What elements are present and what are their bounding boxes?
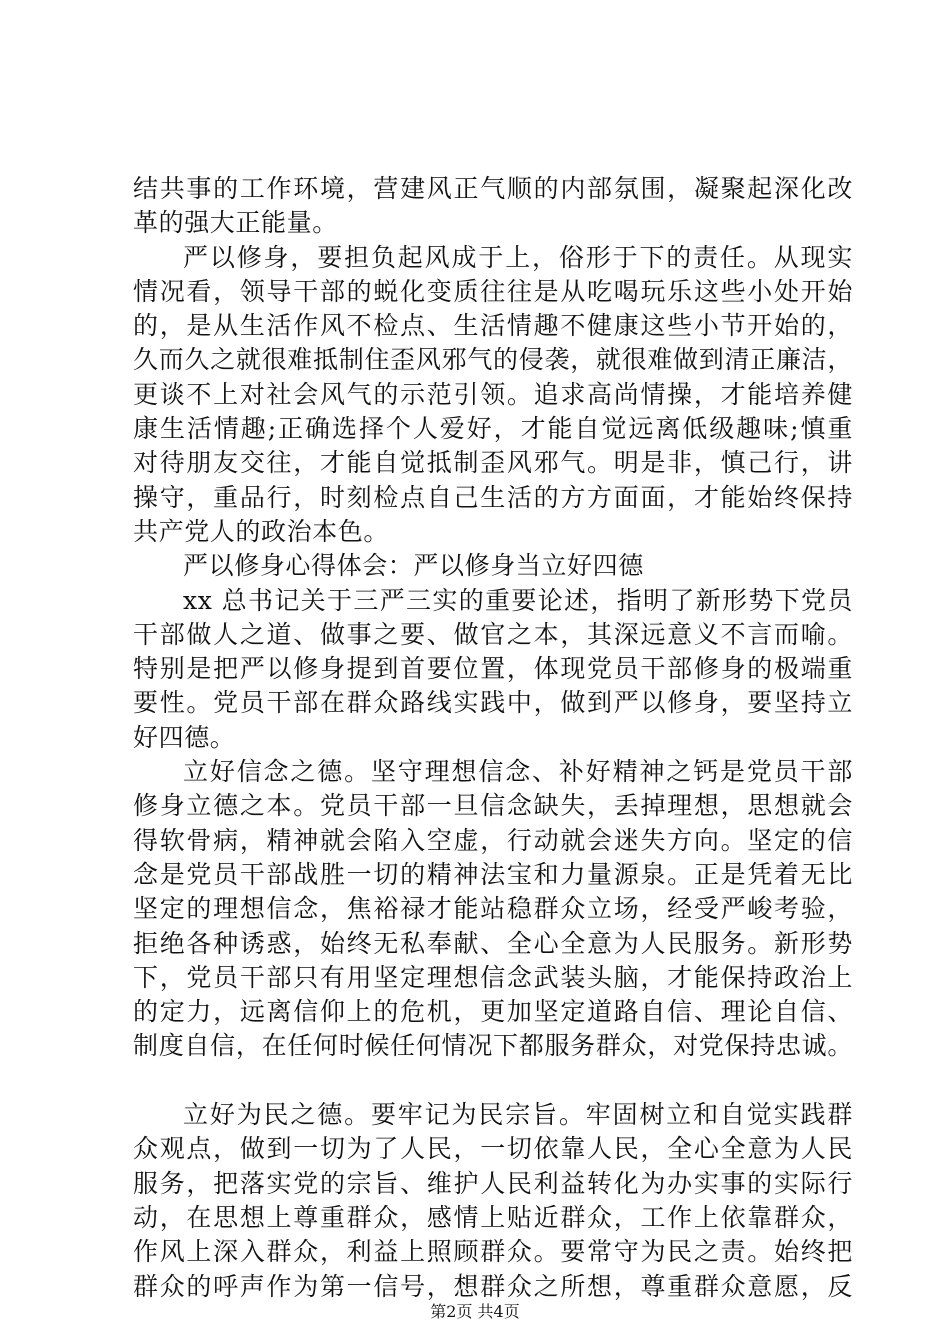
text-line: 对待朋友交往，才能自觉抵制歪风邪气。明是非，慎己行，讲 bbox=[133, 448, 853, 478]
text-line: 立好信念之德。坚守理想信念、补好精神之钙是党员干部 bbox=[183, 757, 853, 787]
text-line: 得软骨病，精神就会陷入空虚，行动就会迷失方向。坚定的信 bbox=[133, 825, 853, 855]
text-line: 坚定的理想信念，焦裕禄才能站稳群众立场，经受严峻考验， bbox=[133, 894, 853, 924]
text-line: 严以修身，要担负起风成于上，俗形于下的责任。从现实 bbox=[183, 242, 853, 272]
text-line: 情况看，领导干部的蜕化变质往往是从吃喝玩乐这些小处开始 bbox=[133, 276, 853, 306]
text-line: 康生活情趣;正确选择个人爱好，才能自觉远离低级趣味;慎重 bbox=[133, 414, 853, 444]
text-line: 的，是从生活作风不检点、生活情趣不健康这些小节开始的， bbox=[133, 311, 853, 341]
text-line: 操守，重品行，时刻检点自己生活的方方面面，才能始终保持 bbox=[133, 482, 853, 512]
text-line: 念是党员干部战胜一切的精神法宝和力量源泉。正是凭着无比 bbox=[133, 859, 853, 889]
text-line: 众观点，做到一切为了人民，一切依靠人民，全心全意为人民 bbox=[133, 1134, 853, 1164]
text-line: 革的强大正能量。 bbox=[133, 208, 338, 238]
text-line: xx 总书记关于三严三实的重要论述，指明了新形势下党员 bbox=[183, 585, 853, 615]
text-line: 立好为民之德。要牢记为民宗旨。牢固树立和自觉实践群 bbox=[183, 1100, 853, 1130]
text-line: 修身立德之本。党员干部一旦信念缺失，丢掉理想，思想就会 bbox=[133, 791, 853, 821]
text-line: 久而久之就很难抵制住歪风邪气的侵袭，就很难做到清正廉洁， bbox=[133, 345, 853, 375]
blank-line bbox=[133, 1064, 853, 1098]
text-line: 群众的呼声作为第一信号，想群众之所想，尊重群众意愿，反 bbox=[133, 1271, 853, 1301]
text-line: 干部做人之道、做事之要、做官之本，其深远意义不言而喻。 bbox=[133, 619, 853, 649]
text-line: 特别是把严以修身提到首要位置，体现党员干部修身的极端重 bbox=[133, 654, 853, 684]
text-line: 的定力，远离信仰上的危机，更加坚定道路自信、理论自信、 bbox=[133, 997, 853, 1027]
text-line: 严以修身心得体会：严以修身当立好四德 bbox=[183, 551, 644, 581]
page-footer: 第2页 共4页 bbox=[430, 1302, 520, 1321]
text-line: 制度自信，在任何时候任何情况下都服务群众，对党保持忠诚。 bbox=[133, 1031, 853, 1061]
text-line: 结共事的工作环境，营建风正气顺的内部氛围，凝聚起深化改 bbox=[133, 174, 853, 203]
text-line: 共产党人的政治本色。 bbox=[133, 516, 390, 546]
text-line: 作风上深入群众，利益上照顾群众。要常守为民之责。始终把 bbox=[133, 1237, 853, 1267]
text-line: 动，在思想上尊重群众，感情上贴近群众，工作上依靠群众， bbox=[133, 1202, 853, 1232]
text-line: 下，党员干部只有用坚定理想信念武装头脑，才能保持政治上 bbox=[133, 962, 853, 992]
text-line: 拒绝各种诱惑，始终无私奉献、全心全意为人民服务。新形势 bbox=[133, 928, 853, 958]
text-line: 要性。党员干部在群众路线实践中，做到严以修身，要坚持立 bbox=[133, 688, 853, 718]
text-line: 更谈不上对社会风气的示范引领。追求高尚情操，才能培养健 bbox=[133, 379, 853, 409]
text-line: 好四德。 bbox=[133, 722, 236, 752]
text-line: 服务，把落实党的宗旨、维护人民利益转化为办实事的实际行 bbox=[133, 1168, 853, 1198]
document-body bbox=[133, 172, 853, 1304]
